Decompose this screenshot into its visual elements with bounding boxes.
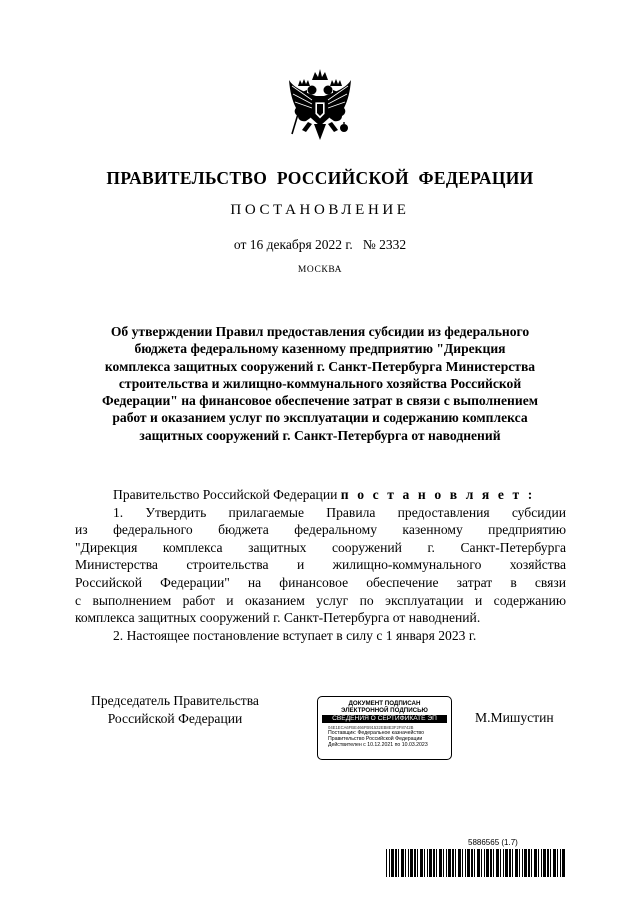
paragraph-line: с выполнением работ и оказанием услуг по эксплуатации и содержанию <box>75 592 566 608</box>
stamp-cert-label: СВЕДЕНИЯ О СЕРТИФИКАТЕ ЭП <box>322 715 447 723</box>
stamp-validity: Действителен с 10.12.2021 по 10.03.2023 <box>328 742 428 749</box>
subject-line: бюджета федеральному казенному предприятию "Дирекция <box>134 341 506 357</box>
document-date-line <box>60 237 580 253</box>
document-number: № 2332 <box>362 237 407 252</box>
document-city: МОСКВА <box>297 265 343 275</box>
registration-number: 5886565 (1.7) <box>468 838 518 847</box>
paragraph-line: 1. Утвердить прилагаемые Правила предоставления субсидии <box>113 504 566 520</box>
barcode-icon <box>386 849 566 877</box>
paragraph-line: Российской Федерации" на финансовое обеспечение затрат в связи <box>75 574 566 590</box>
paragraph-2: 2. Настоящее постановление вступает в силу с 1 января 2023 г. <box>113 627 477 643</box>
signer-title-line: Председатель Правительства <box>91 693 259 708</box>
paragraph-line: "Дирекция комплекса защитных сооружений г. Санкт-Петербурга <box>75 539 566 555</box>
subject-line: строительства и жилищно-коммунального хозяйства Российской <box>118 375 522 391</box>
document-type: ПОСТАНОВЛЕНИЕ <box>230 202 410 218</box>
decree-intro: Правительство Российской Федерации <box>113 487 338 502</box>
government-title: ПРАВИТЕЛЬСТВО РОССИЙСКОЙ ФЕДЕРАЦИИ <box>106 168 534 188</box>
document-date: от 16 декабря 2022 г. <box>233 237 353 252</box>
decree-word: п о с т а н о в л я е т : <box>340 487 535 502</box>
paragraph-line: комплекса защитных сооружений г. Санкт-Петербурга от наводнений. <box>75 610 481 626</box>
stamp-owner: Правительство Российской Федерации <box>328 736 423 743</box>
signer-title <box>75 692 275 728</box>
subject-line: защитных сооружений г. Санкт-Петербурга от наводнений <box>139 427 501 443</box>
stamp-line: ЭЛЕКТРОННОЙ ПОДПИСЬЮ <box>341 707 428 714</box>
subject-line: Федерации" на финансовое обеспечение затрат в связи с выполнением <box>101 393 538 409</box>
paragraph-line: из федерального бюджета федеральному казенному предприятию <box>75 522 566 538</box>
signer-name: М.Мишустин <box>475 710 554 725</box>
decree-subject <box>90 323 550 444</box>
decree-intro-line <box>75 486 566 504</box>
stamp-line: ДОКУМЕНТ ПОДПИСАН <box>348 700 421 707</box>
subject-line: Об утверждении Правил предоставления субсидии из федерального <box>110 324 530 339</box>
russian-coat-of-arms-icon <box>286 66 354 146</box>
stamp-owner: Поставщик: Федеральное казначейство <box>328 730 424 736</box>
subject-line: работ и оказанием услуг по эксплуатации и содержанию комплекса <box>112 410 528 426</box>
stamp-serial: 04E1ECA6FBE466FB91532EB8E3F2F8742B <box>328 725 414 730</box>
signer-title-line: Российской Федерации <box>107 711 243 726</box>
electronic-signature-stamp <box>317 696 452 760</box>
subject-line: комплекса защитных сооружений г. Санкт-Петербурга Министерства <box>104 358 536 374</box>
decree-body <box>75 486 566 644</box>
paragraph-line: Министерства строительства и жилищно-коммунального хозяйства <box>75 557 566 573</box>
